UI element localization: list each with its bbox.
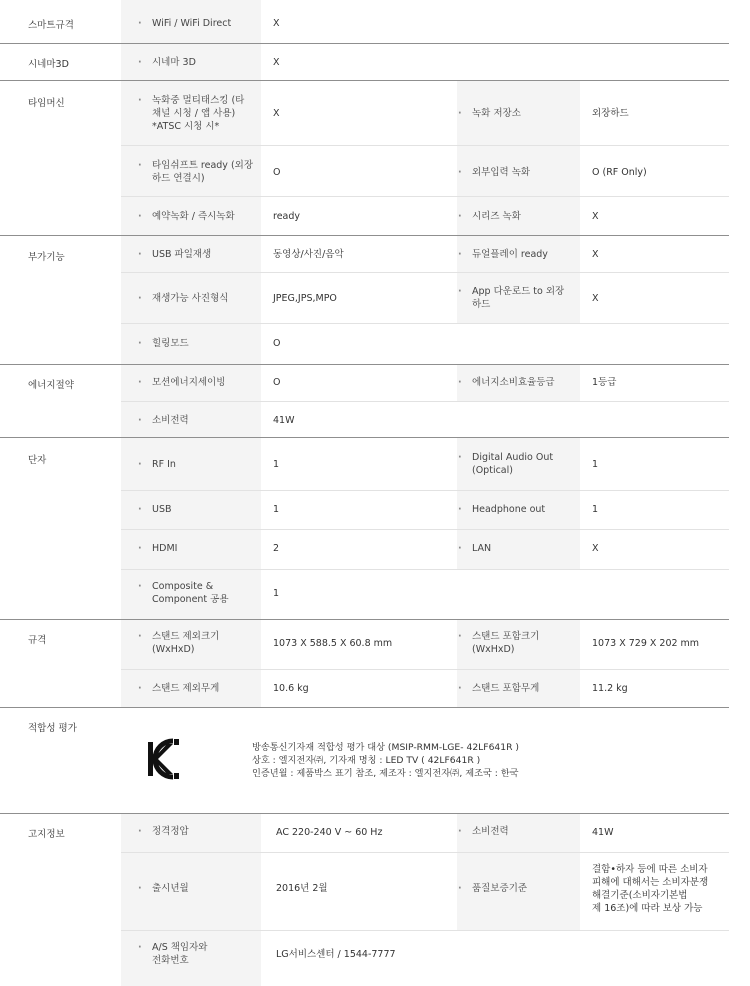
value-series-record: X — [592, 211, 599, 222]
label-size-with-stand: · 스탠드 포함크기 (WxHxD) — [472, 630, 539, 656]
value-digital-audio-out: 1 — [592, 459, 599, 470]
category-notice: 고지정보 — [28, 829, 65, 840]
value-wifi: X — [273, 18, 280, 29]
label-usb-port: · USB — [152, 503, 172, 516]
kc-certification-mark — [143, 735, 183, 783]
value-app-download: X — [592, 293, 599, 304]
label-power-consumption: · 소비전력 — [152, 414, 189, 427]
value-rated-voltage: AC 220-240 V ~ 60 Hz — [276, 827, 383, 838]
category-cinema: 시네마3D — [28, 59, 69, 70]
value-dual-play: X — [592, 249, 599, 260]
label-motion-energy: · 모션에너지세이빙 — [152, 376, 225, 389]
label-release-date: · 출시년월 — [152, 882, 189, 895]
label-warranty-standard: · 품질보증기준 — [472, 882, 527, 895]
value-rf-in: 1 — [273, 459, 280, 470]
section-divider — [0, 813, 729, 814]
label-healing-mode: · 힐링모드 — [152, 337, 189, 350]
row-divider — [121, 529, 729, 530]
value-healing-mode: O — [273, 338, 281, 349]
label-wifi: · WiFi / WiFi Direct — [152, 17, 231, 30]
row-divider — [121, 272, 729, 273]
row-divider — [121, 569, 729, 570]
section-divider — [0, 43, 729, 44]
label-external-record: · 외부입력 녹화 — [472, 166, 530, 179]
label-series-record: · 시리즈 녹화 — [472, 210, 521, 223]
label-notice-power: · 소비전력 — [472, 825, 509, 838]
category-ports: 단자 — [28, 455, 47, 466]
category-extra: 부가기능 — [28, 252, 65, 263]
label-cinema3d: · 시네마 3D — [152, 56, 196, 69]
value-motion-energy: O — [273, 377, 281, 388]
row-divider — [121, 852, 729, 853]
label-energy-grade: · 에너지소비효율등급 — [472, 376, 555, 389]
label-rated-voltage: · 정격정압 — [152, 825, 189, 838]
value-size-with-stand: 1073 X 729 X 202 mm — [592, 638, 700, 649]
value-multitask-record: X — [273, 108, 280, 119]
value-hdmi: 2 — [273, 543, 280, 554]
category-smart: 스마트규격 — [28, 20, 74, 31]
section-divider — [0, 80, 729, 81]
row-divider — [121, 669, 729, 670]
value-usb-port: 1 — [273, 504, 280, 515]
value-scheduled-record: ready — [273, 211, 301, 222]
label-size-without-stand: · 스탠드 제외크기 (WxHxD) — [152, 630, 219, 656]
category-timemachine: 타임머신 — [28, 98, 65, 109]
row-divider — [121, 490, 729, 491]
row-divider — [121, 145, 729, 146]
label-record-storage: · 녹화 저장소 — [472, 107, 521, 120]
value-weight-with-stand: 11.2 kg — [592, 683, 628, 694]
value-composite: 1 — [273, 588, 280, 599]
label-digital-audio-out: · Digital Audio Out (Optical) — [472, 451, 553, 477]
value-cinema3d: X — [273, 57, 280, 68]
label-weight-without-stand: · 스탠드 제외무게 — [152, 682, 219, 695]
label-app-download: · App 다운로드 to 외장 하드 — [472, 285, 564, 311]
label-composite: · Composite & Component 공용 — [152, 580, 229, 606]
label-as-contact: · A/S 책임자와 전화번호 — [152, 941, 207, 967]
category-cert: 적합성 평가 — [28, 723, 77, 734]
label-hdmi: · HDMI — [152, 542, 177, 555]
value-usb-play: 동영상/사진/음악 — [273, 249, 344, 260]
label-weight-with-stand: · 스탠드 포함무게 — [472, 682, 539, 695]
section-divider — [0, 707, 729, 708]
value-warranty-standard: 결함•하자 등에 따른 소비자 피해에 대해서는 소비자분쟁 해결기준(소비자기본법 제 16조)에 따라 보상 가능 — [592, 864, 709, 914]
value-energy-grade: 1등급 — [592, 377, 617, 388]
label-multitask-record: · 녹화중 멀티태스킹 (타 채널 시청 / 앱 사용) *ATSC 시청 시* — [152, 94, 244, 133]
value-photo-format: JPEG,JPS,MPO — [273, 293, 337, 304]
value-power-consumption: 41W — [273, 415, 295, 426]
value-record-storage: 외장하드 — [592, 108, 629, 119]
category-spec: 규격 — [28, 635, 47, 646]
label-photo-format: · 재생가능 사진형식 — [152, 292, 228, 305]
row-divider — [121, 930, 729, 931]
value-as-contact: LG서비스센터 / 1544-7777 — [276, 949, 396, 960]
label-headphone-out: · Headphone out — [472, 503, 545, 516]
value-headphone-out: 1 — [592, 504, 599, 515]
label-rf-in: · RF In — [152, 458, 176, 471]
label-usb-play: · USB 파일재생 — [152, 248, 211, 261]
section-divider — [0, 364, 729, 365]
value-size-without-stand: 1073 X 588.5 X 60.8 mm — [273, 638, 393, 649]
row-divider — [121, 196, 729, 197]
row-divider — [121, 323, 729, 324]
value-release-date: 2016년 2월 — [276, 883, 328, 894]
label-timeshift: · 타임쉬프트 ready (외장 하드 연결시) — [152, 159, 253, 185]
section-divider — [0, 619, 729, 620]
category-energy: 에너지절약 — [28, 380, 74, 391]
label-dual-play: · 듀얼플레이 ready — [472, 248, 548, 261]
label-lan: · LAN — [472, 542, 491, 555]
cert-description: 방송통신기자재 적합성 평가 대상 (MSIP-RMM-LGE- 42LF641R ) 상호 : 엘지전자㈜, 기자재 명칭 : LED TV ( 42LF641R ) 인증년월 : 제품박스 표기 참조, 제조자 : 엘지전자㈜, 제조국 : 한국 — [252, 742, 519, 779]
value-lan: X — [592, 543, 599, 554]
row-divider — [121, 401, 729, 402]
value-notice-power: 41W — [592, 827, 614, 838]
label-scheduled-record: · 예약녹화 / 즉시녹화 — [152, 210, 235, 223]
value-external-record: O (RF Only) — [592, 167, 647, 178]
value-timeshift: O — [273, 167, 281, 178]
section-divider — [0, 437, 729, 438]
section-divider — [0, 235, 729, 236]
value-weight-without-stand: 10.6 kg — [273, 683, 309, 694]
